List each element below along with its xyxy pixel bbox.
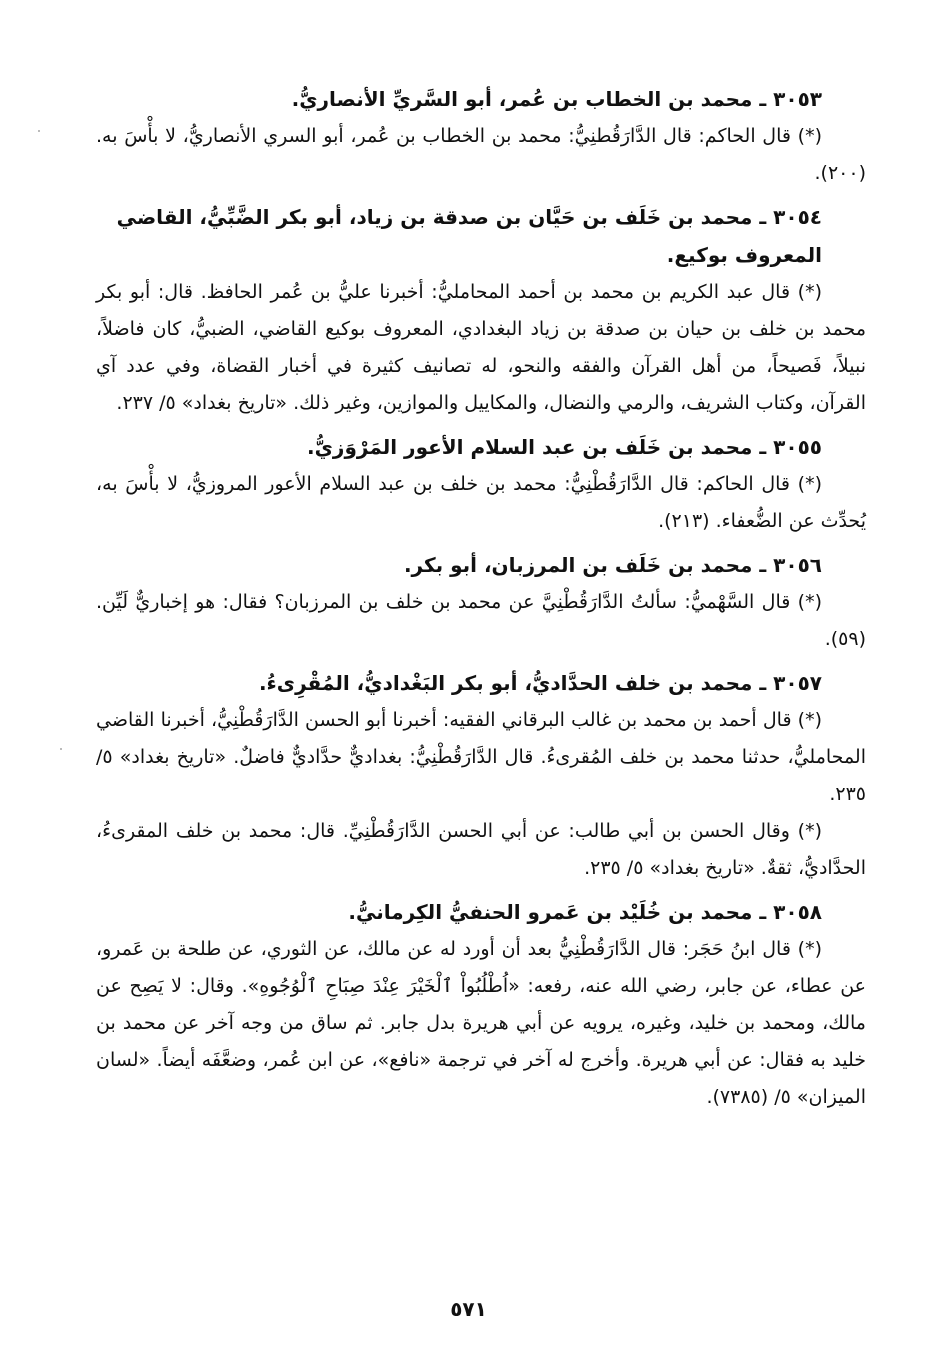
entry-3057: [96, 664, 866, 887]
entry-title: ٣٠٥٤ ـ محمد بن خَلَف بن حَيَّان بن صدقة بن زياد، أبو بكر الضَّبِّيُّ، القاضي المعروف بوكيع.: [116, 205, 822, 267]
entry-paragraph: (*) قال ابنُ حَجَر: قال الدَّارَقُطْنِيُّ بعد أن أورد له عن مالك، عن الثوري، عن طلحة بن عَمرو، عن عطاء، عن جابر، رضي الله عنه، رفعه: «اُطْلُبُواْ ٱلْخَيْرَ عِنْدَ صِبَاحِ ٱلْوُجُوهِ». وقال: لا يَصِح عن مالك، ومحمد بن خليد، وغيره، يرويه عن أبي هريرة بدل جابر. ثم ساق من وجه آخر عن محمد بن خليد به فقال: عن أبي هريرة. وأخرج له آخر في ترجمة «نافع»، عن ابن عُمر، وضعَّفَه أيضاً. «لسان الميزان» ٥/ (٧٣٨٥).: [96, 938, 866, 1108]
entry-paragraph: (*) قال الحاكم: قال الدَّارَقُطنِيُّ: محمد بن الخطاب بن عُمر، أبو السري الأنصاريُّ، لا بأْسَ به. (٢٠٠).: [96, 125, 866, 184]
entry-title: ٣٠٥٧ ـ محمد بن خلف الحدَّاديُّ، أبو بكر البَغْداديُّ، المُقْرِىءُ.: [258, 671, 822, 695]
page-number: ٥٧١: [450, 1297, 487, 1321]
entry-title: ٣٠٥٣ ـ محمد بن الخطاب بن عُمر، أبو السَّريِّ الأنصاريُّ.: [291, 87, 822, 111]
page-body: [96, 80, 866, 1116]
entry-title: ٣٠٥٥ ـ محمد بن خَلَف بن عبد السلام الأعور المَرْوَزيُّ.: [307, 435, 822, 459]
scan-mark-middle: [60, 748, 62, 750]
entry-title: ٣٠٥٨ ـ محمد بن خُلَيْد بن عَمرو الحنفيُّ الكِرمانيُّ.: [348, 900, 822, 924]
entry-3055: [96, 428, 866, 540]
entry-paragraph: (*) قال الحاكم: قال الدَّارَقُطْنِيُّ: محمد بن خلف بن عبد السلام الأعور المروزيُّ، لا بأْسَ به، يُحدِّث عن الضُّعفاء. (٢١٣).: [96, 473, 866, 532]
entry-3053: [96, 80, 866, 192]
entry-paragraph: (*) قال أحمد بن محمد بن غالب البرقاني الفقيه: أخبرنا أبو الحسن الدَّارَقُطْنِيُّ، أخبرنا القاضي المحامليُّ، حدثنا محمد بن خلف المُقرىءُ. قال الدَّارَقُطْنِيُّ: بغداديٌّ حدَّاديٌّ فاضلٌ. «تاريخ بغداد» ٥/ ٢٣٥.: [96, 709, 866, 805]
entry-title: ٣٠٥٦ ـ محمد بن خَلَف بن المرزبان، أبو بكر.: [403, 553, 822, 577]
entry-3054: [96, 198, 866, 422]
entry-paragraph: (*) قال السَّهْميُّ: سألتُ الدَّارَقُطْنِيَّ عن محمد بن خلف بن المرزبان؟ فقال: هو إخباريٌّ لَيِّن. (٥٩).: [96, 591, 866, 650]
scan-mark-top: [38, 130, 40, 132]
entry-paragraph: (*) قال عبد الكريم بن محمد بن أحمد المحامليُّ: أخبرنا عليُّ بن عُمر الحافظ. قال: أبو بكر محمد بن خلف بن حيان بن صدقة بن زياد البغدادي، المعروف بوكيع القاضي، الضبيُّ، كان فاضلاً، نبيلاً، فَصيحاً، من أهل القرآن والفقه والنحو، له تصانيف كثيرة في أخبار القضاة، وفي عدد آي القرآن، وكتاب الشريف، والرمي والنضال، والمكاييل والموازين، وغير ذلك. «تاريخ بغداد» ٥/ ٢٣٧.: [96, 281, 866, 414]
entry-paragraph: (*) وقال الحسن بن أبي طالب: عن أبي الحسن الدَّارَقُطْنِيِّ. قال: محمد بن خلف المقرىءُ، الحدَّاديُّ، ثقةٌ. «تاريخ بغداد» ٥/ ٢٣٥.: [96, 820, 866, 879]
entry-3058: [96, 893, 866, 1116]
entry-3056: [96, 546, 866, 658]
